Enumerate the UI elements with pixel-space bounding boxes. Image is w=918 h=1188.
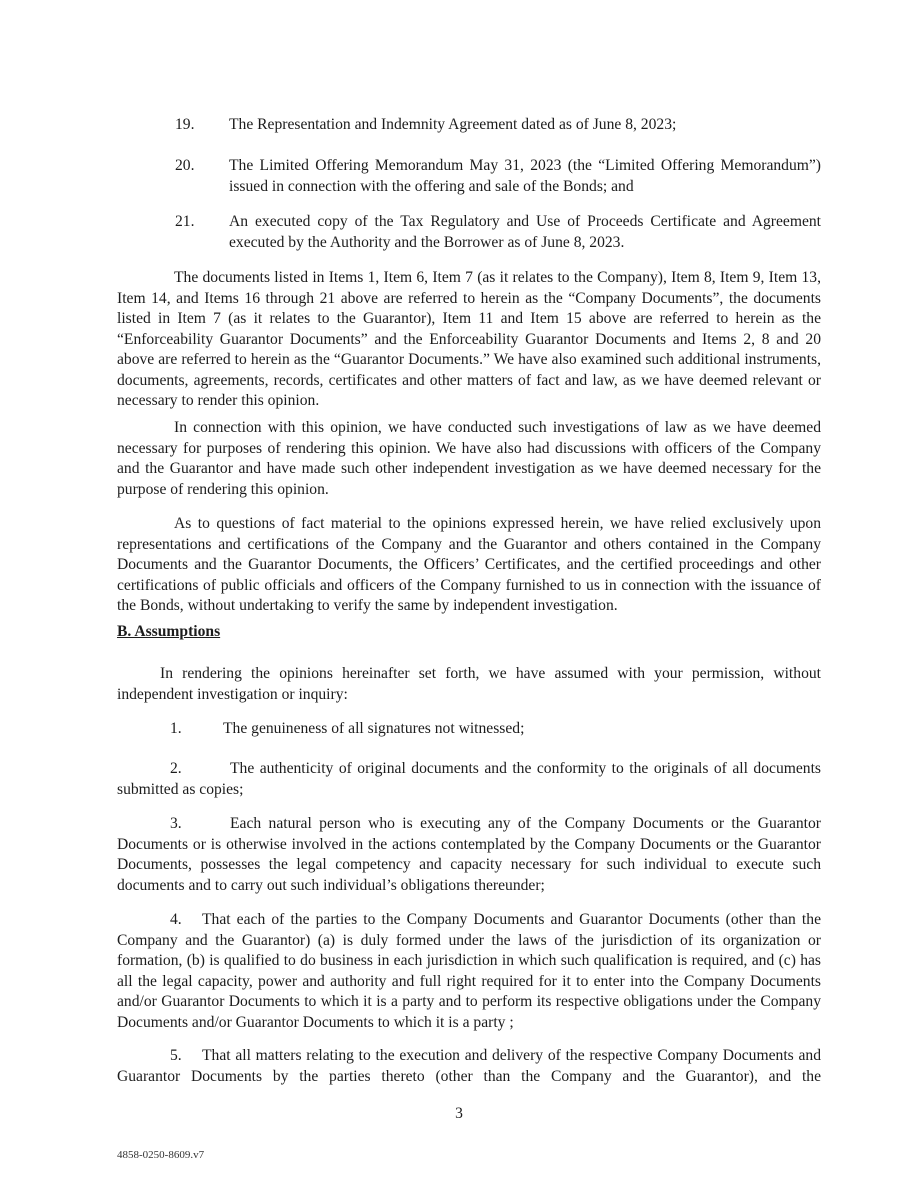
paragraph: As to questions of fact material to the opinions expressed herein, we have relied exclusively upon representations and certifications of the Company and the Guarantor and others contained in the Company Documents and the Guarantor Documents, the Officers’ Certificates, and the certified proceedings and other certifications of public officials and officers of the Company furnished to us in connection with the issuance of the Bonds, without undertaking to verify the same by independent investigation.: [117, 515, 821, 614]
list-item: [117, 156, 821, 197]
item-text: The authenticity of original documents and the conformity to the originals of all documents submitted as copies;: [117, 760, 821, 798]
list-item: [117, 910, 821, 1033]
item-text: The genuineness of all signatures not witnessed;: [223, 720, 525, 737]
paragraph: The documents listed in Items 1, Item 6, Item 7 (as it relates to the Company), Item 8, Item 9, Item 13, Item 14, and Items 16 through 21 above are referred to herein as the “Company Documents”, the documents listed in Item 7 (as it relates to the Guarantor), Item 11 and Item 15 above are referred to herein as the “Enforceability Guarantor Documents” and the Enforceability Guarantor Documents and Items 2, 8 and 20 above are referred to herein as the “Guarantor Documents.” We have also examined such additional instruments, documents, agreements, records, certificates and other matters of fact and law, as we have deemed relevant or necessary to render this opinion.: [117, 269, 821, 409]
assumptions-intro: In rendering the opinions hereinafter set forth, we have assumed with your permission, without independent investigation or inquiry:: [117, 665, 821, 703]
page-number: 3: [455, 1105, 463, 1122]
item-text: The Limited Offering Memorandum May 31, 2023 (the “Limited Offering Memorandum”) issued in connection with the offering and sale of the Bonds; and: [229, 157, 821, 195]
paragraph: In connection with this opinion, we have conducted such investigations of law as we have deemed necessary for purposes of rendering this opinion. We have also had discussions with officers of the Company and the Guarantor and have made such other independent investigation as we have deemed necessary for the purpose of rendering this opinion.: [117, 419, 821, 498]
list-item: [117, 719, 821, 740]
item-number: 2.: [170, 760, 182, 777]
item-text: That each of the parties to the Company Documents and Guarantor Documents (other than the Company and the Guarantor) (a) is duly formed under the laws of the jurisdiction of its organization or formation, (b) is qualified to do business in each jurisdiction in which such qualification is required, and (c) has all the legal capacity, power and authority and full right required for it to enter into the Company Documents and/or Guarantor Documents to which it is a party and to perform its respective obligations under the Company Documents and/or Guarantor Documents to which it is a party ;: [117, 911, 821, 1031]
item-number: 3.: [170, 815, 182, 832]
item-number: 5.: [170, 1047, 182, 1064]
item-number: 19.: [175, 116, 195, 133]
item-number: 1.: [170, 720, 182, 737]
list-item: [117, 212, 821, 253]
item-number: 4.: [170, 911, 182, 928]
item-text: That all matters relating to the execution and delivery of the respective Company Documents and Guarantor Documents by the parties thereto (other than the Company and the Guarantor), and the: [117, 1047, 821, 1085]
list-item: [117, 759, 821, 800]
item-number: 21.: [175, 213, 195, 230]
list-item: [117, 115, 821, 136]
item-text: Each natural person who is executing any of the Company Documents or the Guarantor Documents or is otherwise involved in the actions contemplated by the Company Documents or the Guarantor Documents, possesses the legal competency and capacity necessary for such individual to execute such documents and to carry out such individual’s obligations thereunder;: [117, 815, 821, 894]
list-item: [117, 814, 821, 896]
document-id: 4858-0250-8609.v7: [117, 1149, 205, 1161]
item-number: 20.: [175, 157, 195, 174]
list-item: [117, 1046, 821, 1087]
item-text: An executed copy of the Tax Regulatory and Use of Proceeds Certificate and Agreement executed by the Authority and the Borrower as of June 8, 2023.: [229, 213, 821, 251]
item-text: The Representation and Indemnity Agreement dated as of June 8, 2023;: [229, 116, 677, 133]
section-heading: B. Assumptions: [117, 623, 221, 640]
